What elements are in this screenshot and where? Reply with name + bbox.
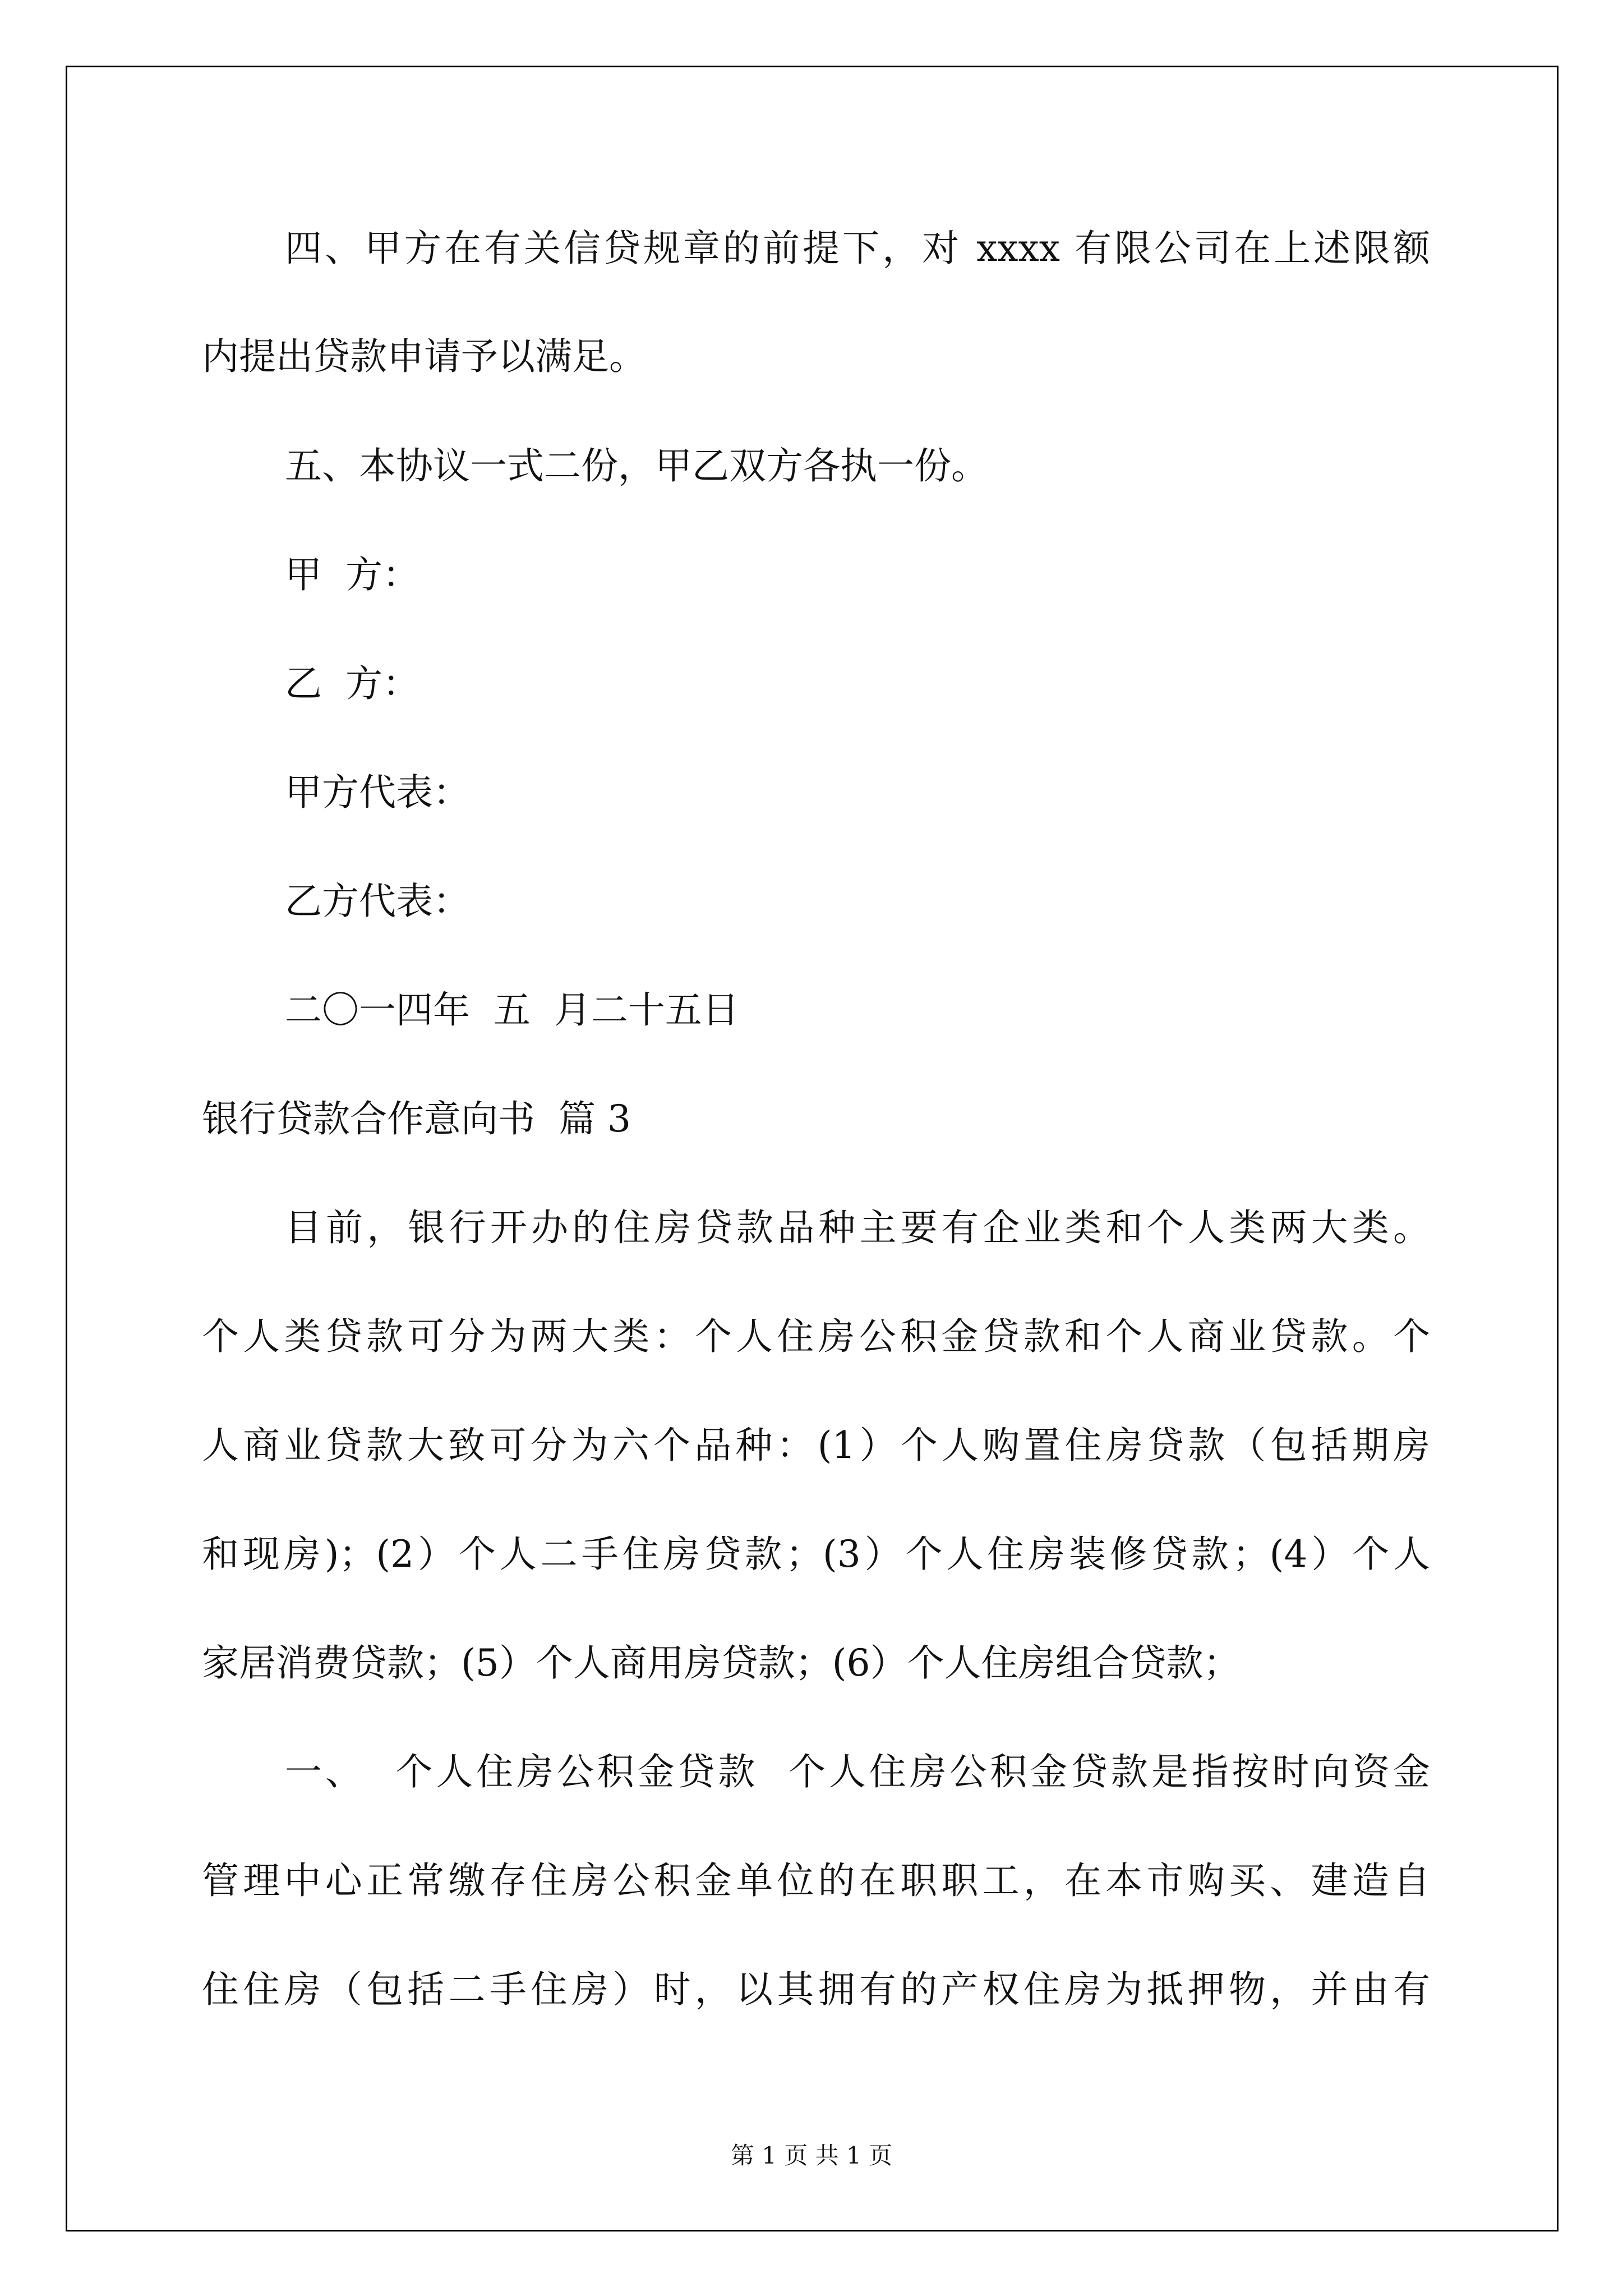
party-b-label: 乙 方： — [285, 662, 419, 705]
paragraph-line: 人商业贷款大致可分为六个品种：(1）个人购置住房贷款（包括期房 — [202, 1424, 1430, 1467]
paragraph-line: 管理中心正常缴存住房公积金单位的在职职工，在本市购买、建造自 — [202, 1859, 1430, 1902]
date-line: 二〇一四年 五 月二十五日 — [285, 988, 739, 1032]
party-a-representative-label: 甲方代表： — [285, 771, 470, 814]
page-footer: 第 1 页 共 1 页 — [730, 2142, 893, 2169]
party-a-label: 甲 方： — [285, 553, 419, 596]
paragraph-line: 内提出贷款申请予以满足。 — [202, 335, 646, 378]
paragraph-line: 个人类贷款可分为两大类：个人住房公积金贷款和个人商业贷款。个 — [202, 1315, 1430, 1358]
paragraph-line: 和现房)；(2）个人二手住房贷款；(3）个人住房装修贷款；(4）个人 — [202, 1533, 1430, 1576]
section-heading: 银行贷款合作意向书 篇 3 — [202, 1097, 631, 1140]
paragraph-line: 目前，银行开办的住房贷款品种主要有企业类和个人类两大类。 — [285, 1206, 1430, 1249]
paragraph-line: 五、本协议一式二份，甲乙双方各执一份。 — [285, 444, 988, 487]
party-b-representative-label: 乙方代表： — [285, 880, 470, 923]
page-border — [66, 66, 1559, 2231]
paragraph-line: 四、甲方在有关信贷规章的前提下，对 xxxx 有限公司在上述限额 — [285, 227, 1430, 270]
paragraph-line: 一、 个人住房公积金贷款 个人住房公积金贷款是指按时向资金 — [285, 1750, 1430, 1793]
paragraph-line: 住住房（包括二手住房）时，以其拥有的产权住房为抵押物，并由有 — [202, 1968, 1430, 2011]
paragraph-line: 家居消费贷款；(5）个人商用房贷款；(6）个人住房组合贷款； — [202, 1641, 1241, 1685]
